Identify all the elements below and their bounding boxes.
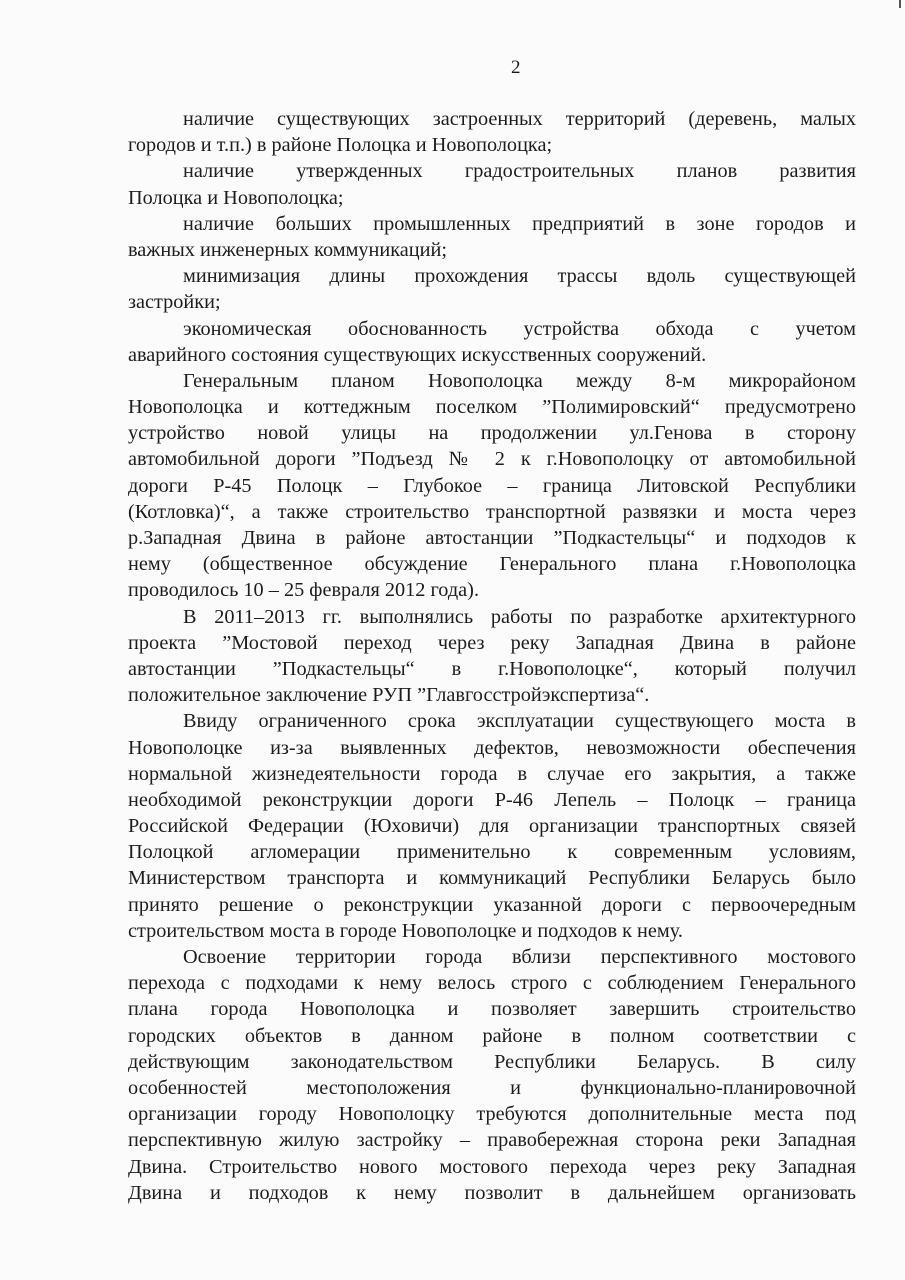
paragraph: [128, 106, 856, 158]
text-line: положительное заключение РУП ”Главгосстройэкспертиза“.: [128, 684, 650, 707]
text-line: Генеральным планом Новополоцка между 8-м микрорайоном: [183, 369, 856, 392]
text-line: необходимой реконструкции дороги Р-46 Лепель – Полоцк – граница: [128, 788, 856, 811]
document-body: [128, 106, 856, 1206]
text-line: нормальной жизнедеятельности города в случае его закрытия, а также: [128, 762, 856, 785]
text-line: устройство новой улицы на продолжении ул.Генова в сторону: [128, 422, 856, 445]
text-line: (Котловка)“, а также строительство транспортной развязки и моста через: [128, 500, 856, 523]
text-line: автомобильной дороги ”Подъезд № 2 к г.Новополоцку от автомобильной: [128, 448, 856, 471]
paragraph: [128, 211, 856, 263]
text-line: наличие существующих застроенных территорий (деревень, малых: [183, 108, 856, 130]
paragraph: [128, 708, 856, 944]
text-line: В 2011–2013 гг. выполнялись работы по разработке архитектурного: [183, 605, 856, 628]
page-number: 2: [511, 57, 521, 78]
text-line: Двина и подходов к нему позволит в дальнейшем организовать: [128, 1181, 856, 1204]
text-line: проводилось 10 – 25 февраля 2012 года).: [128, 579, 480, 602]
text-line: плана города Новополоцка и позволяет завершить строительство: [128, 998, 856, 1021]
text-line: Российской Федерации (Юховичи) для организации транспортных связей: [128, 815, 856, 838]
text-line: дороги Р-45 Полоцк – Глубокое – граница Литовской Республики: [128, 474, 856, 497]
text-line: Министерством транспорта и коммуникаций Республики Беларусь было: [128, 867, 856, 890]
text-line: действующим законодательством Республики Беларусь. В силу: [128, 1050, 856, 1073]
paragraph: [128, 316, 856, 368]
text-line: минимизация длины прохождения трассы вдоль существующей: [183, 265, 856, 288]
text-line: Освоение территории города вблизи перспективного мостового: [183, 946, 856, 968]
paragraph: [128, 944, 856, 1206]
paragraph: [128, 263, 856, 315]
text-line: перехода с подходами к нему велось строго с соблюдением Генерального: [128, 972, 856, 995]
text-line: застройки;: [128, 291, 221, 314]
text-line: строительством моста в городе Новополоцке и подходов к нему.: [128, 919, 683, 942]
paragraph: [128, 604, 856, 709]
text-line: нему (общественное обсуждение Генерального плана г.Новополоцка: [128, 553, 856, 576]
text-line: наличие утвержденных градостроительных планов развития: [183, 160, 856, 183]
text-line: Полоцкой агломерации применительно к современным условиям,: [128, 841, 856, 864]
text-line: проекта ”Мостовой переход через реку Западная Двина в районе: [128, 631, 856, 654]
text-line: принято решение о реконструкции указанной дороги с первоочередным: [128, 893, 856, 916]
text-line: экономическая обоснованность устройства обхода с учетом: [183, 317, 856, 340]
text-line: Ввиду ограниченного срока эксплуатации существующего моста в: [183, 710, 856, 733]
paragraph: [128, 368, 856, 604]
text-line: Полоцка и Новополоцка;: [128, 186, 344, 209]
text-line: аварийного состояния существующих искусственных сооружений.: [128, 343, 707, 366]
text-line: автостанции ”Подкастельцы“ в г.Новополоцке“, который получил: [128, 657, 856, 680]
text-line: перспективную жилую застройку – правобережная сторона реки Западная: [128, 1129, 856, 1152]
text-line: Новополоцке из-за выявленных дефектов, невозможности обеспечения: [128, 736, 856, 759]
text-line: особенностей местоположения и функционально-планировочной: [128, 1076, 856, 1099]
scan-artifact: [899, 0, 901, 8]
text-line: Двина. Строительство нового мостового перехода через реку Западная: [128, 1155, 856, 1178]
text-line: Новополоцка и коттеджным поселком ”Полимировский“ предусмотрено: [128, 396, 856, 419]
text-line: важных инженерных коммуникаций;: [128, 238, 447, 261]
paragraph: [128, 158, 856, 210]
text-line: наличие больших промышленных предприятий в зоне городов и: [183, 212, 856, 235]
text-line: р.Западная Двина в районе автостанции ”Подкастельцы“ и подходов к: [128, 527, 856, 549]
text-line: городских объектов в данном районе в полном соответствии с: [128, 1024, 856, 1047]
text-line: организации городу Новополоцку требуются дополнительные места под: [128, 1103, 856, 1126]
text-line: городов и т.п.) в районе Полоцка и Новополоцка;: [128, 134, 553, 157]
